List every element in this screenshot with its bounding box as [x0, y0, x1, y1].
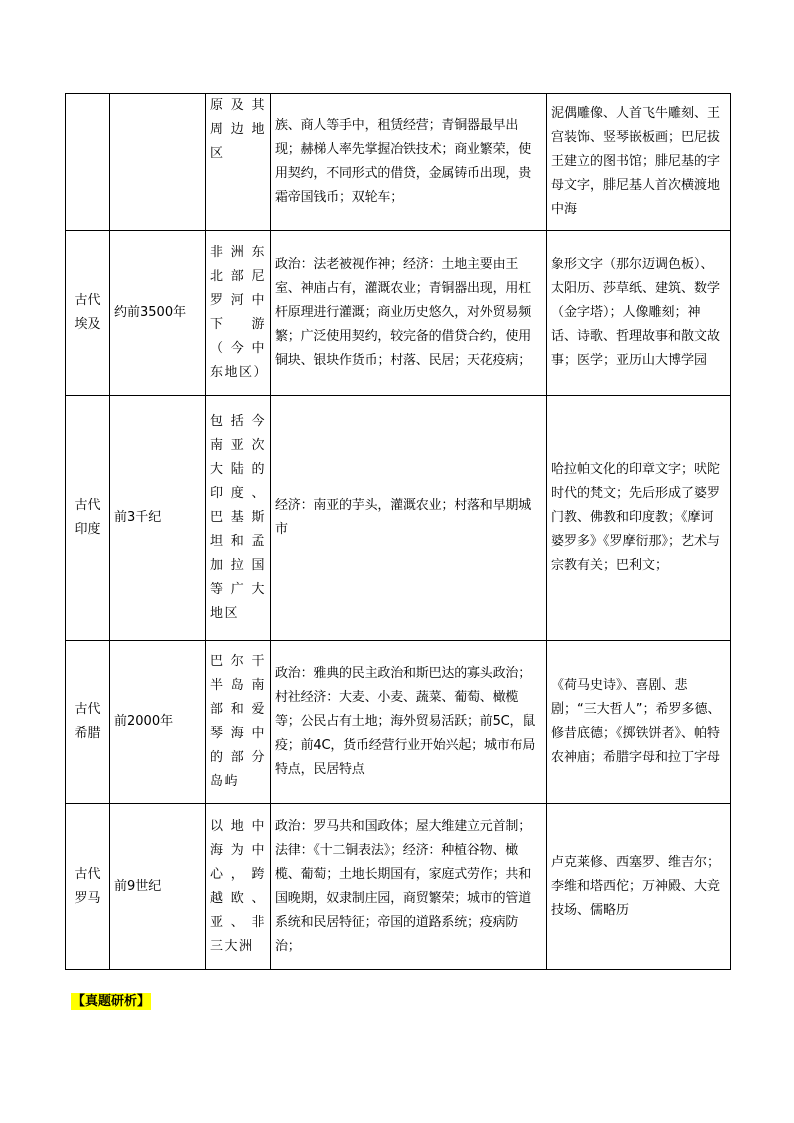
civ-economy-cell: 政治：法老被视作神；经济：土地主要由王室、神庙占有，灌溉农业；青铜器出现，用杠杆原理进行灌溉；商业历史悠久，对外贸易频繁；广泛使用契约，较完备的借贷合约，使用铜块、银块作货币；村落、民居；天花疫病；: [271, 231, 547, 396]
section-heading-tag: 【真题研析】: [72, 994, 151, 1009]
table-row: [66, 231, 731, 396]
civ-time-cell: 约前3500年: [110, 231, 206, 396]
civ-region-cell: 包括今南亚次大陆的印度、巴基斯坦和孟加拉国等广大地区: [206, 396, 271, 641]
civ-region-cell: 以地中海为中心，跨越欧、亚、非三大洲: [206, 804, 271, 970]
civ-culture-cell: 《荷马史诗》、喜剧、悲剧；“三大哲人”；希罗多德、修昔底德；《掷铁饼者》、帕特农神庙；希腊字母和拉丁字母: [547, 641, 731, 804]
civ-culture-cell: 象形文字（那尔迈调色板）、太阳历、莎草纸、建筑、数学（金字塔）；人像雕刻；神话、诗歌、哲理故事和散文故事；医学；亚历山大博学园: [547, 231, 731, 396]
table-row: [66, 641, 731, 804]
table-row: [66, 94, 731, 231]
table-row: [66, 396, 731, 641]
civ-region-cell: 巴尔干半岛南部和爱琴海中的部分岛屿: [206, 641, 271, 804]
civ-name-cell: 古代印度: [66, 396, 110, 641]
civ-region-cell: 原及其周边地区: [206, 94, 271, 231]
civ-culture-cell: 泥偶雕像、人首飞牛雕刻、王宫装饰、竖琴嵌板画；巴尼拔王建立的图书馆；腓尼基的字母文字，腓尼基人首次横渡地中海: [547, 94, 731, 231]
civ-name-cell: 古代希腊: [66, 641, 110, 804]
civ-name-cell: [66, 94, 110, 231]
civ-culture-cell: 卢克莱修、西塞罗、维吉尔；李维和塔西佗；万神殿、大竞技场、儒略历: [547, 804, 731, 970]
civilization-table: [65, 93, 731, 970]
civ-name-cell: 古代罗马: [66, 804, 110, 970]
civ-economy-cell: 族、商人等手中，租赁经营；青铜器最早出现；赫梯人率先掌握冶铁技术；商业繁荣，使用契约，不同形式的借贷，金属铸币出现，贵霜帝国钱币；双轮车；: [271, 94, 547, 231]
civ-time-cell: [110, 94, 206, 231]
civ-economy-cell: 政治：罗马共和国政体；屋大维建立元首制；法律：《十二铜表法》；经济：种植谷物、橄榄、葡萄；土地长期国有，家庭式劳作；共和国晚期，奴隶制庄园，商贸繁荣；城市的管道系统和民居特征；帝国的道路系统；疫病防治；: [271, 804, 547, 970]
civ-time-cell: 前2000年: [110, 641, 206, 804]
civ-name-cell: 古代埃及: [66, 231, 110, 396]
civ-time-cell: 前9世纪: [110, 804, 206, 970]
civ-culture-cell: 哈拉帕文化的印章文字；吠陀时代的梵文；先后形成了婆罗门教、佛教和印度教；《摩诃婆罗多》《罗摩衍那》；艺术与宗教有关；巴利文；: [547, 396, 731, 641]
civ-economy-cell: 经济：南亚的芋头，灌溉农业；村落和早期城市: [271, 396, 547, 641]
civ-region-cell: 非洲东北部尼罗河中下游（今中东地区）: [206, 231, 271, 396]
civ-economy-cell: 政治：雅典的民主政治和斯巴达的寡头政治；村社经济：大麦、小麦、蔬菜、葡萄、橄榄等；公民占有土地；海外贸易活跃；前5C，鼠疫；前4C，货币经营行业开始兴起；城市布局特点，民居特点: [271, 641, 547, 804]
civ-time-cell: 前3千纪: [110, 396, 206, 641]
table-row: [66, 804, 731, 970]
